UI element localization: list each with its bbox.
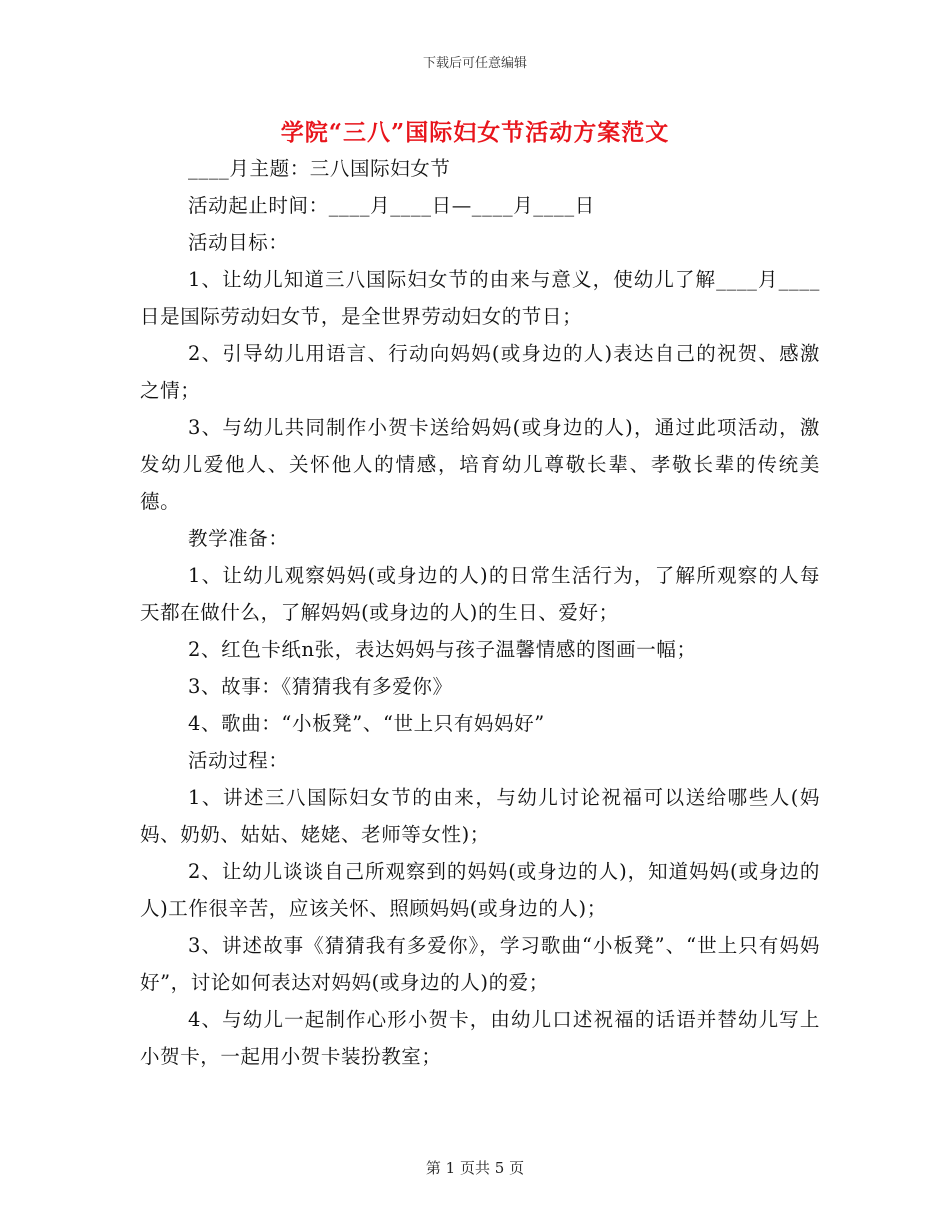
section-heading-process: 活动过程： — [188, 749, 289, 772]
paragraph-theme: ____月主题：三八国际妇女节 — [188, 157, 451, 180]
paragraph-process-4: 4、与幼儿一起制作心形小贺卡，由幼儿口述祝福的话语并替幼儿写上小贺卡，一起用小贺卡装扮教室； — [140, 1008, 820, 1068]
paragraph-goal-3: 3、与幼儿共同制作小贺卡送给妈妈(或身边的人)，通过此项活动，激发幼儿爱他人、关怀他人的情感，培育幼儿尊敬长辈、孝敬长辈的传统美德。 — [140, 416, 820, 513]
paragraph-process-3: 3、讲述故事《猜猜我有多爱你》，学习歌曲“小板凳”、“世上只有妈妈好”，讨论如何表达对妈妈(或身边的人)的爱； — [140, 934, 820, 994]
document-title: 学院“三八”国际妇女节活动方案范文 — [280, 119, 670, 146]
paragraph-goal-1: 1、让幼儿知道三八国际妇女节的由来与意义，使幼儿了解____月____日是国际劳动妇女节，是全世界劳动妇女的节日； — [140, 268, 820, 328]
section-heading-goals: 活动目标： — [188, 231, 289, 254]
paragraph-prep-1: 1、让幼儿观察妈妈(或身边的人)的日常生活行为，了解所观察的人每天都在做什么，了解妈妈(或身边的人)的生日、爱好； — [140, 564, 820, 624]
paragraph-dates: 活动起止时间：____月____日—____月____日 — [188, 194, 595, 217]
header-note: 下载后可任意编辑 — [422, 56, 527, 71]
page-number: 第 1 页共 5 页 — [425, 1159, 525, 1177]
paragraph-goal-2: 2、引导幼儿用语言、行动向妈妈(或身边的人)表达自己的祝贺、感激之情； — [140, 342, 820, 402]
paragraph-process-1: 1、讲述三八国际妇女节的由来，与幼儿讨论祝福可以送给哪些人(妈妈、奶奶、姑姑、姥姥、老师等女性)； — [140, 786, 820, 846]
paragraph-prep-2: 2、红色卡纸n张，表达妈妈与孩子温馨情感的图画一幅； — [188, 638, 697, 661]
paragraph-prep-4: 4、歌曲：“小板凳”、“世上只有妈妈好” — [188, 712, 545, 735]
paragraph-prep-3: 3、故事：《猜猜我有多爱你》 — [188, 675, 453, 698]
paragraph-process-2: 2、让幼儿谈谈自己所观察到的妈妈(或身边的人)，知道妈妈(或身边的人)工作很辛苦，应该关怀、照顾妈妈(或身边的人)； — [140, 860, 820, 920]
document-body — [140, 150, 820, 1075]
section-heading-preparation: 教学准备： — [188, 527, 289, 550]
